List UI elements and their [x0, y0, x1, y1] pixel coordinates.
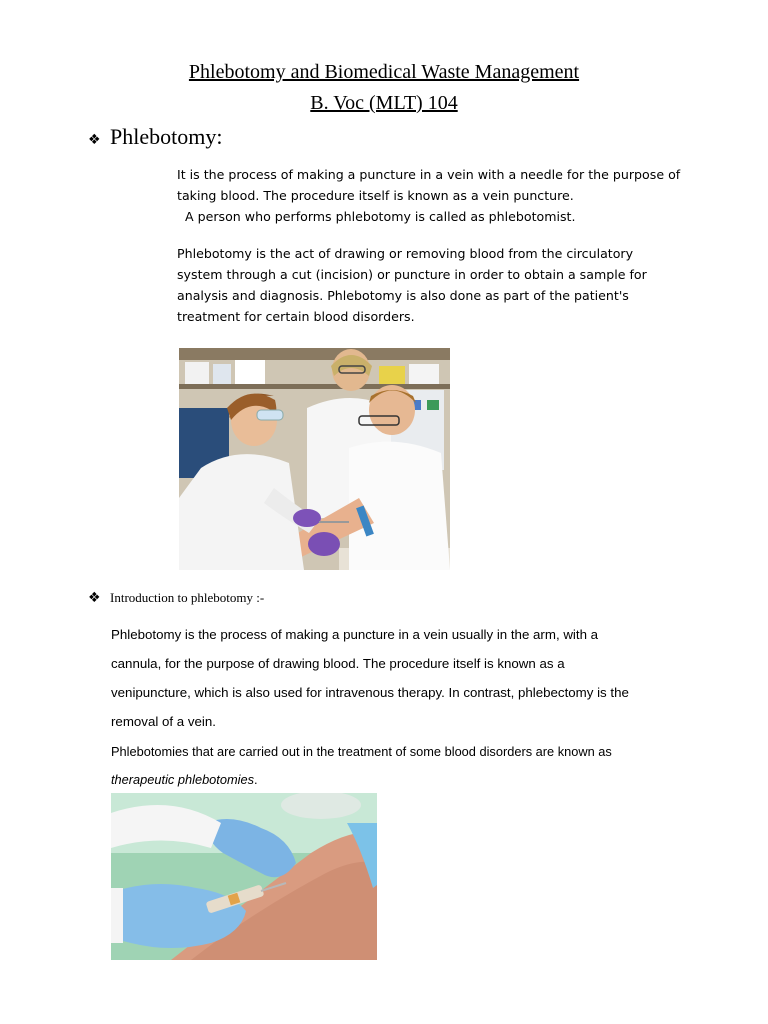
paragraph-line: Phlebotomies that are carried out in the treatment of some blood disorders are known as — [111, 744, 612, 759]
diamond-bullet-icon: ❖ — [88, 590, 101, 606]
paragraph-line: system through a cut (incision) or puncture in order to obtain a sample for — [177, 267, 647, 282]
diamond-bullet-icon: ❖ — [88, 132, 101, 148]
course-code: B. Voc (MLT) 104 — [310, 92, 458, 114]
paragraph-line: cannula, for the purpose of drawing blood. The procedure itself is known as a — [111, 656, 565, 671]
paragraph-line: Phlebotomy is the process of making a puncture in a vein usually in the arm, with a — [111, 627, 599, 642]
paragraph-line — [111, 766, 681, 794]
phlebotomy-description-paragraph — [177, 243, 697, 327]
introduction-paragraph — [111, 620, 681, 736]
section-heading-text: Phlebotomy: — [110, 124, 223, 149]
document-title: Phlebotomy and Biomedical Waste Management — [188, 61, 580, 83]
paragraph-line: It is the process of making a puncture in a vein with a needle for the purpose of — [177, 167, 681, 182]
paragraph-line: analysis and diagnosis. Phlebotomy is also done as part of the patient's — [177, 288, 629, 303]
paragraph-line: A person who performs phlebotomy is called as phlebotomist. — [185, 209, 576, 224]
lab-blood-draw-photo — [179, 348, 450, 570]
section-heading-text: Introduction to phlebotomy :- — [110, 590, 265, 605]
paragraph-line: taking blood. The procedure itself is known as a vein puncture. — [177, 188, 574, 203]
paragraph-line: removal of a vein. — [111, 714, 216, 729]
venipuncture-photo — [111, 793, 377, 960]
paragraph-line: treatment for certain blood disorders. — [177, 309, 415, 324]
section-heading-phlebotomy — [88, 126, 222, 148]
paragraph-line: Phlebotomy is the act of drawing or removing blood from the circulatory — [177, 246, 634, 261]
sentence-end: . — [254, 772, 258, 787]
paragraph-line: venipuncture, which is also used for intravenous therapy. In contrast, phlebectomy is the — [111, 685, 629, 700]
therapeutic-phlebotomy-paragraph — [111, 738, 681, 794]
section-heading-introduction — [88, 591, 264, 605]
italic-term: therapeutic phlebotomies — [111, 772, 254, 787]
phlebotomy-definition-paragraph — [177, 164, 697, 227]
